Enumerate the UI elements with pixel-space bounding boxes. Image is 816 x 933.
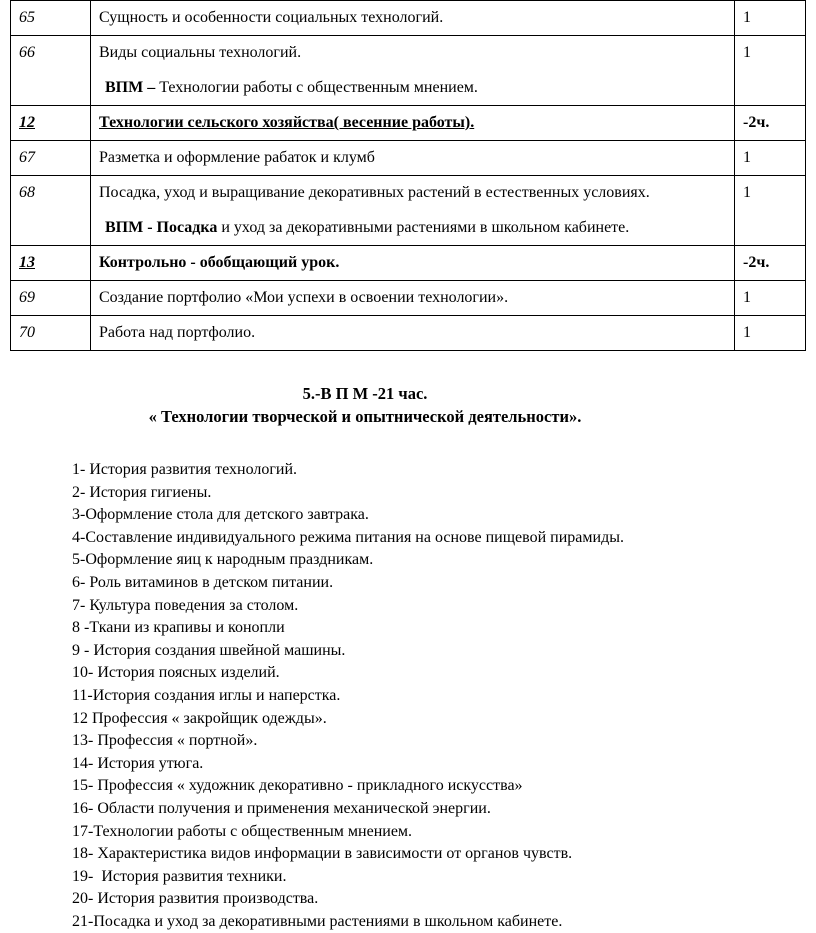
list-item: 18- Характеристика видов информации в зависимости от органов чувств. bbox=[72, 845, 573, 863]
cell-hours bbox=[735, 176, 806, 246]
topic-text: Создание портфолио «Мои успехи в освоении технологии». bbox=[99, 289, 509, 306]
table-row-section bbox=[11, 106, 806, 141]
list-item: 5-Оформление яиц к народным праздникам. bbox=[72, 551, 374, 569]
cell-lesson-number bbox=[11, 316, 91, 351]
cell-hours bbox=[735, 141, 806, 176]
list-item: 2- История гигиены. bbox=[72, 483, 212, 501]
topic-text: Работа над портфолио. bbox=[99, 324, 256, 341]
hours-value: 1 bbox=[743, 184, 751, 201]
cell-lesson-number bbox=[11, 36, 91, 106]
lesson-number: 68 bbox=[19, 184, 35, 201]
list-item: 15- Профессия « художник декоративно - прикладного искусства» bbox=[72, 777, 523, 795]
list-item: 13- Профессия « портной». bbox=[72, 732, 258, 750]
cell-section-title bbox=[91, 106, 735, 141]
hours-value: -2ч. bbox=[743, 254, 770, 271]
section-heading-line2: « Технологии творческой и опытнической деятельности». bbox=[148, 407, 582, 426]
hours-value: 1 bbox=[743, 289, 751, 306]
cell-hours bbox=[735, 281, 806, 316]
section-number: 13 bbox=[19, 254, 35, 271]
cell-lesson-number bbox=[11, 281, 91, 316]
section-number: 12 bbox=[19, 114, 35, 131]
list-item: 10- История поясных изделий. bbox=[72, 664, 280, 682]
cell-lesson-number bbox=[11, 141, 91, 176]
hours-value: 1 bbox=[743, 9, 751, 26]
section-title-underlined: Технологии сельского хозяйства( весенние работы). bbox=[99, 114, 475, 131]
list-item: 21-Посадка и уход за декоративными растениями в школьном кабинете. bbox=[72, 912, 563, 930]
lesson-plan-table bbox=[10, 0, 806, 351]
vpm-label: ВПМ – bbox=[105, 79, 156, 96]
cell-hours bbox=[735, 1, 806, 36]
cell-hours bbox=[735, 36, 806, 106]
topic-text: Виды социальны технологий. bbox=[99, 44, 302, 61]
lesson-number: 70 bbox=[19, 324, 35, 341]
table-row-section bbox=[11, 246, 806, 281]
list-item: 6- Роль витаминов в детском питании. bbox=[72, 573, 334, 591]
topic-text: Сущность и особенности социальных технологий. bbox=[99, 9, 444, 26]
hours-value: 1 bbox=[743, 149, 751, 166]
hours-value: 1 bbox=[743, 44, 751, 61]
table-row bbox=[11, 36, 806, 106]
cell-section-number bbox=[11, 106, 91, 141]
hours-value: -2ч. bbox=[743, 114, 770, 131]
table-row bbox=[11, 316, 806, 351]
table-row bbox=[11, 281, 806, 316]
section-heading bbox=[0, 382, 730, 428]
cell-topic bbox=[91, 36, 735, 106]
list-item: 17-Технологии работы с общественным мнением. bbox=[72, 822, 413, 840]
cell-topic bbox=[91, 316, 735, 351]
section-title-text bbox=[99, 113, 726, 133]
section-heading-line1: 5.-В П М -21 час. bbox=[302, 384, 428, 403]
topic-vpm-line bbox=[99, 78, 726, 98]
lesson-number: 66 bbox=[19, 44, 35, 61]
table-row bbox=[11, 176, 806, 246]
list-item: 16- Области получения и применения механической энергии. bbox=[72, 799, 491, 817]
hours-value: 1 bbox=[743, 324, 751, 341]
cell-hours bbox=[735, 106, 806, 141]
list-item: 4-Составление индивидуального режима питания на основе пищевой пирамиды. bbox=[72, 528, 624, 546]
topic-vpm-line bbox=[99, 218, 726, 238]
list-item: 1- История развития технологий. bbox=[72, 461, 298, 478]
list-item: 7- Культура поведения за столом. bbox=[72, 596, 299, 614]
cell-topic bbox=[91, 1, 735, 36]
vpm-text: и уход за декоративными растениями в школьном кабинете. bbox=[217, 219, 630, 236]
topic-text: Разметка и оформление рабаток и клумб bbox=[99, 149, 375, 166]
list-item: 3-Оформление стола для детского завтрака. bbox=[72, 506, 369, 524]
list-item: 20- История развития производства. bbox=[72, 890, 319, 908]
vpm-label: ВПМ - Посадка bbox=[105, 219, 218, 236]
cell-topic bbox=[91, 141, 735, 176]
lesson-number: 69 bbox=[19, 289, 35, 306]
topic-text: Посадка, уход и выращивание декоративных растений в естественных условиях. bbox=[99, 184, 650, 201]
list-item: 12 Профессия « закройщик одежды». bbox=[72, 709, 327, 727]
cell-hours bbox=[735, 246, 806, 281]
table-row bbox=[11, 141, 806, 176]
list-item: 8 -Ткани из крапивы и конопли bbox=[72, 619, 285, 637]
cell-lesson-number bbox=[11, 176, 91, 246]
vpm-text: Технологии работы с общественным мнением. bbox=[155, 79, 478, 96]
cell-section-title bbox=[91, 246, 735, 281]
lesson-number: 67 bbox=[19, 149, 35, 166]
list-item: 14- История утюга. bbox=[72, 754, 204, 772]
cell-topic bbox=[91, 281, 735, 316]
cell-hours bbox=[735, 316, 806, 351]
cell-section-number bbox=[11, 246, 91, 281]
list-item: 11-История создания иглы и наперстка. bbox=[72, 686, 341, 704]
cell-lesson-number bbox=[11, 1, 91, 36]
section-title-text: Контрольно - обобщающий урок. bbox=[99, 254, 340, 271]
list-item: 9 - История создания швейной машины. bbox=[72, 641, 346, 659]
topic-list bbox=[0, 459, 816, 933]
table-row bbox=[11, 1, 806, 36]
cell-topic bbox=[91, 176, 735, 246]
list-item: 19- История развития техники. bbox=[72, 867, 287, 885]
lesson-number: 65 bbox=[19, 9, 35, 26]
